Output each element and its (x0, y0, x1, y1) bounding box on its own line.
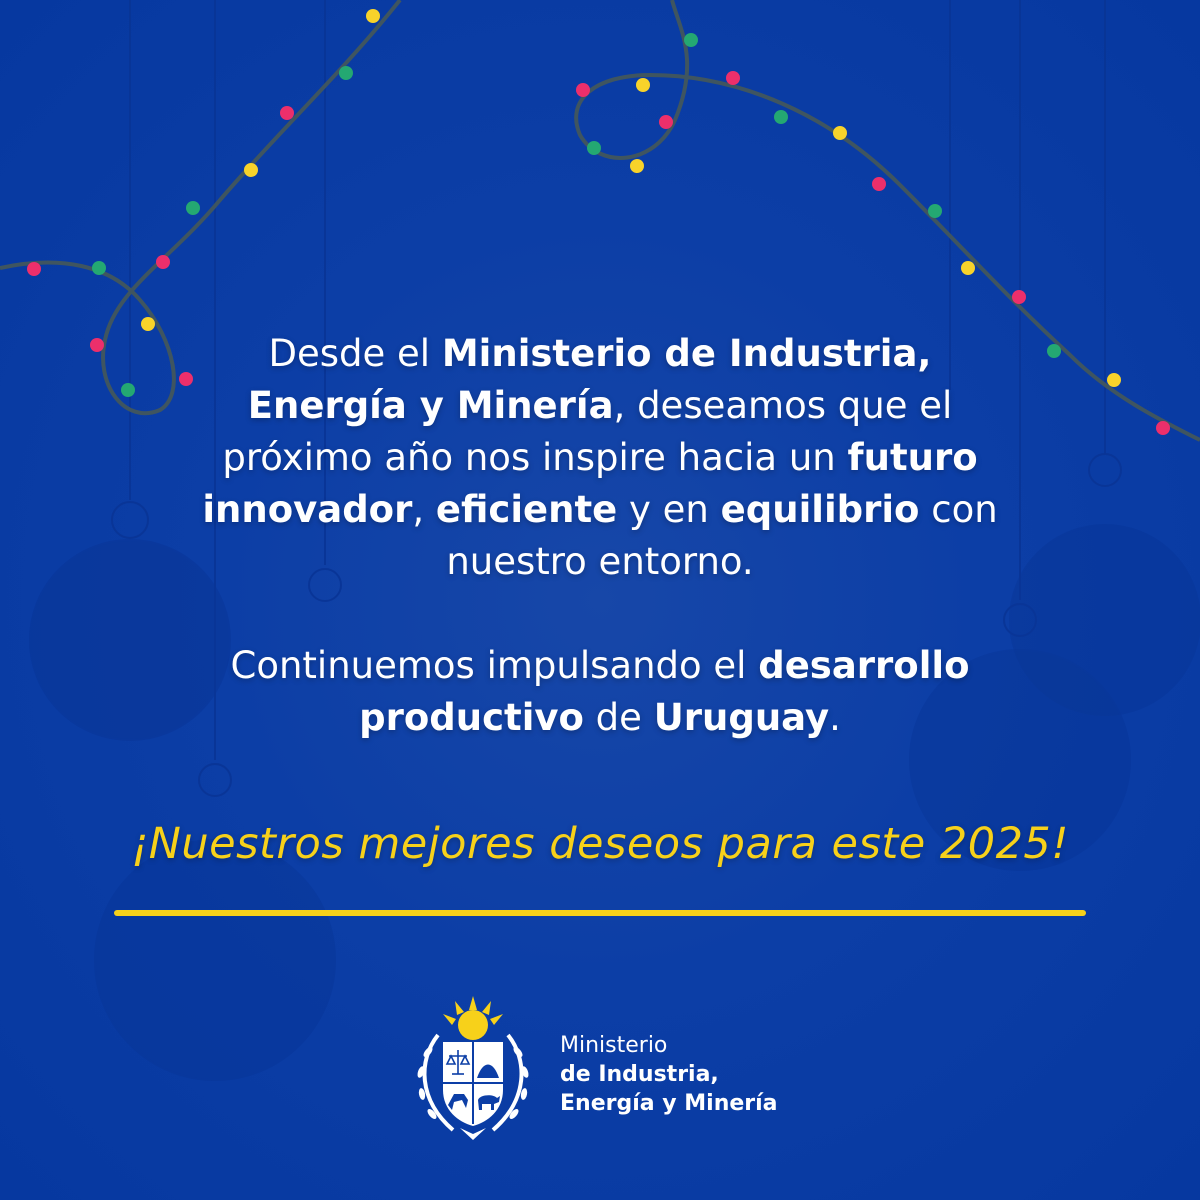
ministry-name-line-2: de Industria, (560, 1062, 719, 1087)
greeting-message (150, 328, 1050, 744)
light-bulb (1012, 290, 1026, 304)
light-bulb (339, 66, 353, 80)
light-bulb (366, 9, 380, 23)
light-bulb (726, 71, 740, 85)
message-text: . (829, 696, 841, 739)
message-bold-text: futuro (847, 436, 978, 479)
light-bulb (92, 261, 106, 275)
message-bold-text: Ministerio de Industria, (441, 332, 932, 375)
light-bulb (90, 338, 104, 352)
light-bulb (659, 115, 673, 129)
ministry-name-line-1: Ministerio (560, 1033, 668, 1058)
message-paragraph-2 (150, 640, 1050, 744)
light-bulb (928, 204, 942, 218)
light-bulb (121, 383, 135, 397)
message-text: próximo año nos inspire hacia un (222, 436, 848, 479)
light-bulb (156, 255, 170, 269)
ministry-name (560, 1031, 778, 1118)
yellow-divider (114, 910, 1086, 916)
message-text: nuestro entorno. (446, 540, 754, 583)
message-text: de (583, 696, 654, 739)
light-bulb (186, 201, 200, 215)
message-paragraph-1 (150, 328, 1050, 588)
message-text: , deseamos que el (613, 384, 953, 427)
message-text: Desde el (268, 332, 442, 375)
light-bulb (244, 163, 258, 177)
message-bold-text: desarrollo (758, 644, 970, 687)
light-bulb (636, 78, 650, 92)
light-bulb (774, 110, 788, 124)
light-bulb (27, 262, 41, 276)
message-bold-text: productivo (359, 696, 584, 739)
message-bold-text: Energía y Minería (247, 384, 614, 427)
message-text: y en (617, 488, 721, 531)
light-bulb (961, 261, 975, 275)
message-bold-text: Uruguay (653, 696, 830, 739)
message-text: , (412, 488, 436, 531)
message-bold-text: innovador (202, 488, 413, 531)
light-bulb (684, 33, 698, 47)
light-bulb (630, 159, 644, 173)
light-bulb (587, 141, 601, 155)
light-bulb (576, 83, 590, 97)
light-bulb (833, 126, 847, 140)
coat-of-arms-icon (408, 990, 538, 1145)
message-text: con (919, 488, 998, 531)
message-bold-text: eficiente (435, 488, 618, 531)
light-bulb (1156, 421, 1170, 435)
light-bulb (872, 177, 886, 191)
ministry-name-line-3: Energía y Minería (560, 1091, 778, 1116)
light-bulb (1107, 373, 1121, 387)
message-bold-text: equilibrio (720, 488, 920, 531)
new-year-wish: ¡Nuestros mejores deseos para este 2025! (130, 819, 1070, 869)
message-text: Continuemos impulsando el (230, 644, 759, 687)
light-bulb (280, 106, 294, 120)
